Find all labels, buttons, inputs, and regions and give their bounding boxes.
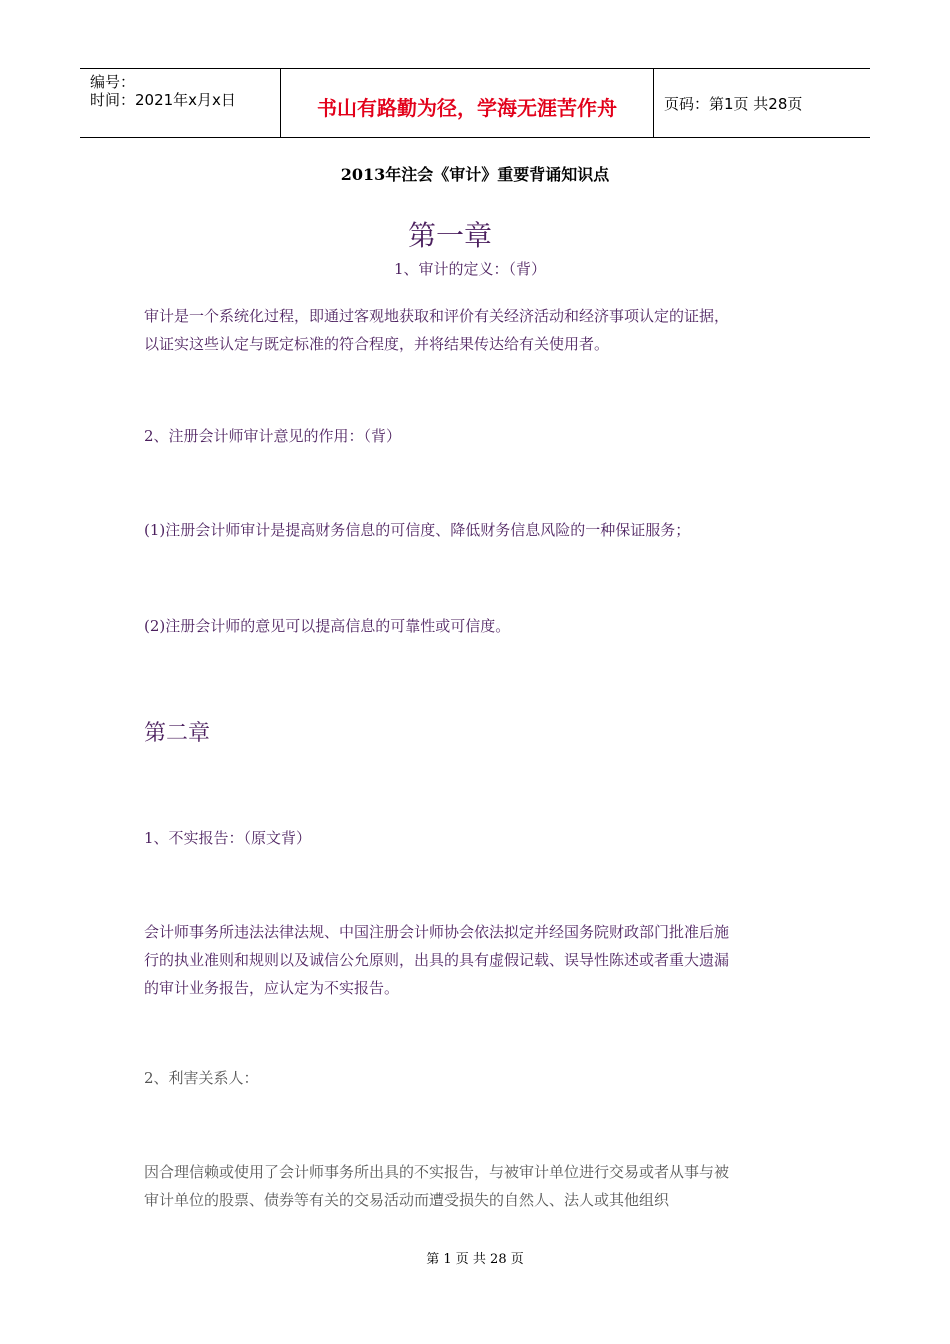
text-line: 行的执业准则和规则以及诚信公允原则，出具的具有虚假记载、误导性陈述或者重大遗漏 [144, 951, 730, 969]
text-line: 以证实这些认定与既定标准的符合程度，并将结果传达给有关使用者。 [144, 335, 610, 353]
page-footer: 第 1 页 共 28 页 [426, 1252, 524, 1267]
chapter2-q2-body [144, 1158, 804, 1214]
motto: 书山有路勤为径，学海无涯苦作舟 [317, 96, 617, 120]
page-info: 页码：第1页 共28页 [664, 95, 803, 113]
document-title: 2013年注会《审计》重要背诵知识点 [340, 165, 610, 184]
text-line: 审计是一个系统化过程，即通过客观地获取和评价有关经济活动和经济事项认定的证据， [144, 307, 730, 325]
chapter2-q2-title: 2、利害关系人： [144, 1069, 259, 1087]
text-line: 审计单位的股票、债券等有关的交易活动而遭受损失的自然人、法人或其他组织 [144, 1191, 670, 1209]
chapter1-q2-point2: (2)注册会计师的意见可以提高信息的可靠性或可信度。 [144, 617, 511, 635]
chapter2-q1-title: 1、不实报告：（原文背） [144, 829, 312, 847]
chapter1-heading: 第一章 [407, 219, 492, 252]
chapter1-q2-point1: (1)注册会计师审计是提高财务信息的可信度、降低财务信息风险的一种保证服务； [144, 521, 691, 539]
time-label: 时间：2021年x月x日 [90, 91, 236, 109]
chapter2-heading: 第二章 [144, 721, 211, 746]
header-table [80, 68, 870, 138]
chapter1-q1-body [144, 302, 804, 358]
text-line: 因合理信赖或使用了会计师事务所出具的不实报告，与被审计单位进行交易或者从事与被 [144, 1163, 730, 1181]
chapter2-q1-body [144, 918, 804, 1002]
header-page-cell [654, 69, 870, 137]
header-meta-cell [80, 69, 281, 137]
text-line: 的审计业务报告，应认定为不实报告。 [144, 979, 400, 997]
chapter1-q1-title: 1、审计的定义：（背） [393, 260, 547, 278]
header-motto-cell [281, 69, 654, 137]
text-line: 会计师事务所违法法律法规、中国注册会计师协会依法拟定并经国务院财政部门批准后施 [144, 923, 730, 941]
chapter1-q2-title: 2、注册会计师审计意见的作用：（背） [144, 427, 402, 445]
number-label: 编号： [90, 73, 136, 91]
